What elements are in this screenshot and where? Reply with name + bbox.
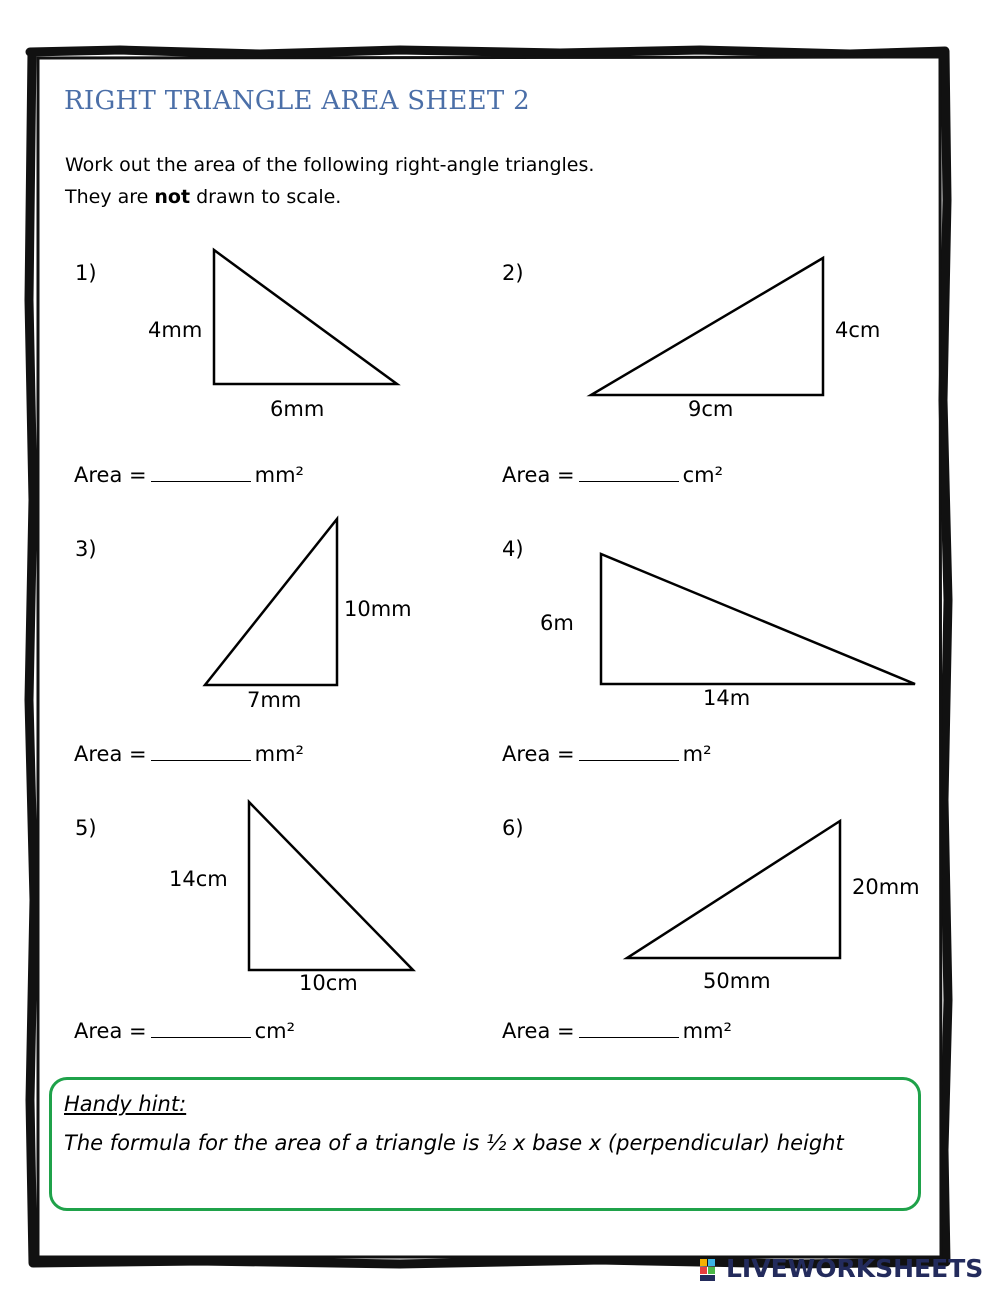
problem-5-area: Area = cm² bbox=[74, 1019, 296, 1043]
problem-1-number: 1) bbox=[75, 261, 97, 285]
triangle-4 bbox=[601, 554, 915, 684]
problem-4-number: 4) bbox=[502, 537, 524, 561]
problem-5-base: 10cm bbox=[299, 971, 358, 995]
problem-6-base: 50mm bbox=[703, 969, 771, 993]
problem-6-height: 20mm bbox=[852, 875, 920, 899]
problem-1-answer-blank[interactable] bbox=[151, 461, 251, 482]
problem-3-number: 3) bbox=[75, 537, 97, 561]
instructions-line-1: Work out the area of the following right-angle triangles. bbox=[65, 154, 595, 176]
problem-5-height: 14cm bbox=[169, 867, 228, 891]
problem-2-number: 2) bbox=[502, 261, 524, 285]
problem-3-area: Area = mm² bbox=[74, 742, 304, 766]
problem-1-height: 4mm bbox=[148, 318, 203, 342]
problem-5-answer-blank[interactable] bbox=[151, 1017, 251, 1038]
liveworksheets-logo-icon bbox=[700, 1259, 724, 1281]
problem-3-height: 10mm bbox=[344, 597, 412, 621]
triangle-1 bbox=[214, 250, 397, 384]
problem-3-answer-blank[interactable] bbox=[151, 740, 251, 761]
problem-4-answer-blank[interactable] bbox=[579, 740, 679, 761]
problem-2-area: Area = cm² bbox=[502, 463, 724, 487]
problem-4-height: 6m bbox=[540, 611, 574, 635]
problem-6-area: Area = mm² bbox=[502, 1019, 732, 1043]
liveworksheets-wordmark: LIVEWORKSHEETS bbox=[726, 1254, 984, 1283]
problem-3-base: 7mm bbox=[247, 688, 302, 712]
triangle-5 bbox=[249, 802, 413, 970]
triangle-2 bbox=[591, 258, 823, 395]
worksheet-title: RIGHT TRIANGLE AREA SHEET 2 bbox=[64, 86, 530, 116]
problem-4-base: 14m bbox=[703, 686, 751, 710]
problem-1-area: Area = mm² bbox=[74, 463, 304, 487]
problem-2-height: 4cm bbox=[835, 318, 881, 342]
triangle-3 bbox=[205, 519, 337, 685]
problem-4-area: Area = m² bbox=[502, 742, 712, 766]
problem-2-answer-blank[interactable] bbox=[579, 461, 679, 482]
problem-6-number: 6) bbox=[502, 816, 524, 840]
problem-6-answer-blank[interactable] bbox=[579, 1017, 679, 1038]
instructions-line-2: They are not drawn to scale. bbox=[65, 186, 342, 208]
problem-5-number: 5) bbox=[75, 816, 97, 840]
problem-2-base: 9cm bbox=[688, 397, 734, 421]
triangle-6 bbox=[627, 821, 840, 958]
hint-title: Handy hint: bbox=[64, 1092, 187, 1116]
hint-text: The formula for the area of a triangle is ½ x base x (perpendicular) height bbox=[64, 1131, 844, 1155]
problem-1-base: 6mm bbox=[270, 397, 325, 421]
